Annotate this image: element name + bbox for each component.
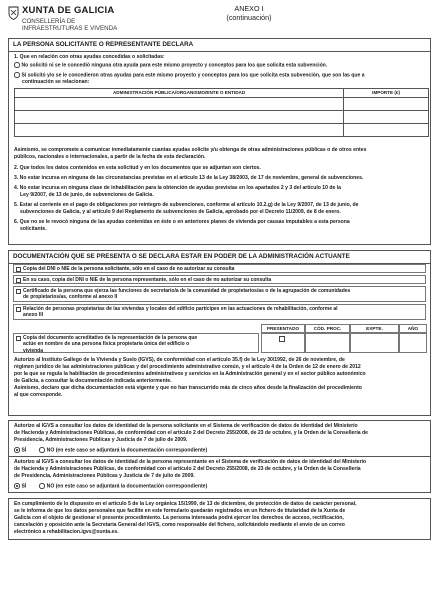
doc-row-representation [13,333,259,353]
declaration-5-line-2: subvenciones de Galicia, y al artículo 9 del Reglamento de subvenciones de Galicia, aprobado por el Decreto 11/2009, de 8 de enero. [20,209,341,215]
doc-owners-list-checkbox[interactable] [16,307,22,313]
representative-consent-line-2: de Hacienda y Administraciones Públicas, de conformidad con el artículo 2 del Decreto 255/2008, de 23 de octubre, y la Orden de la Consellería [14,466,361,472]
declaration-3: 3. No estar incursa en ninguna de las circunstancias previstas en el artículo 13 de la Ley 38/2003, de 17 de noviembre, general de subvenciones. [14,175,364,181]
representative-consent-options [14,483,424,490]
representative-no-radio[interactable] [39,483,45,489]
declaration-6-line-1: 6. Que no se le revocó ninguna de las ayudas contenidas en éste o en anteriores planes de vivienda por causas imputables a esta persona [14,219,350,225]
option-no-aid-label: No solicitó ni se le concedió ninguna otra ayuda para este mismo proyecto y conceptos para los que solicita esta subvención. [21,62,328,69]
xunta-logo-icon [8,6,19,20]
applicant-no-label: NO (en este caso se adjuntará la documentación correspondiente) [46,447,208,454]
header [8,4,431,36]
representative-consent-line-1: Autorizo al IGVS a consultar los datos de identidad de la persona representante en el Sistema de verificación de datos de identidad del Ministerio [14,459,367,465]
option-yes-aid [14,72,424,79]
documentation-section [8,250,431,416]
authorization-line-5: Asimismo, declaro que dicha documentación está vigente y que no han transcurrido más de cinco años desde la finalización del procedimiento [14,385,362,391]
aid-table [14,88,429,137]
aid-table-header-entity: ADMINISTRACIÓN PÚBLICA/ORGANISMO/ENTE O ENTIDAD [15,89,344,98]
doc-representation-label-2: actúe en nombre de una persona física propietaria única del edificio o [23,341,190,348]
annex-subtitle: (continuación) [226,12,272,22]
doc-owners-list-label-2: anexo III [23,312,44,319]
doc-certificate-checkbox[interactable] [16,289,22,295]
representative-consent-line-3: de Presidencia, Administraciones Públicas y Justicia de 7 de julio de 2009. [14,473,195,479]
col-presented: PRESENTADO [261,324,305,333]
data-protection-line-3: Galicia con el objeto de gestionar el presente procedimiento. La persona interesada podrá ejercer los derechos de acceso, rectificación, [14,515,344,521]
aid-entity-cell-2[interactable] [15,111,344,124]
doc-representation-label-1: Copia del documento acreditativo de la representación de la persona que [23,335,198,341]
authorization-line-1: Autorizo al Instituto Gallego de la Vivienda y Suelo (IGVS), de conformidad con el artículo 35.f) de la Ley 30/1992, de 26 de noviembre, de [14,357,345,363]
presented-cell [261,333,305,353]
col-proc-code: CÓD. PROC. [305,324,350,333]
declaration-section-title: LA PERSONA SOLICITANTE O REPRESENTANTE DECLARA [9,39,430,52]
col-file-number: EXPTE. [350,324,399,333]
doc-row-dni-applicant [13,264,426,273]
aid-entity-cell-1[interactable] [15,98,344,111]
applicant-consent-line-2: de Hacienda y Administraciones Públicas, de conformidad con el artículo 2 del Decreto 255/2008, de 23 de octubre, y la Orden de la Consellería de [14,430,368,436]
representative-yes-radio[interactable] [14,483,20,489]
data-protection-section [8,498,431,540]
yes-aid-radio[interactable] [14,72,20,78]
year-cell[interactable] [399,333,427,353]
data-protection-line-1: En cumplimiento de lo dispuesto en el artículo 5 de la Ley orgánica 15/1999, de 13 de diciembre, de protección de datos de carácter personal, [14,501,357,507]
declaration-4-line-2: Ley 9/2007, de 13 de junio, de subvenciones de Galicia. [20,192,154,198]
applicant-yes-radio[interactable] [14,447,20,453]
file-number-cell[interactable] [350,333,399,353]
declaration-5-line-1: 5. Estar al corriente en el pago de obligaciones por reintegro de subvenciones, conforme al artículo 10.2.g) de la Ley 9/2007, de 13 de junio, de [14,202,359,208]
data-protection-line-2: se le informa de que los datos personales que facilite en este formulario quedarán registrados en un fichero de titularidad de la Xunta de [14,508,346,514]
authorization-line-4: de Galicia, a consultar la documentación indicada anteriormente. [14,378,172,384]
documentation-section-title: DOCUMENTACIÓN QUE SE PRESENTA O SE DECLARA ESTAR EN PODER DE LA ADMINISTRACIÓN ACTUANTE [9,251,430,264]
declaration-6-line-2: solicitante. [20,226,47,232]
identity-consent-section [8,420,431,493]
aid-entity-cell-3[interactable] [15,124,344,137]
doc-representation-label-3: vivienda [23,347,44,354]
presented-checkbox[interactable] [279,336,285,342]
data-protection-line-5: electrónico a rehabilitacion.igvs@xunta.es. [14,529,119,535]
declaration-4-line-1: 4. No estar incursa en ninguna clase de inhabilitación para la obtención de ayudas previstas en los apartados 2 y 3 del artículo 10 de la [14,185,341,191]
applicant-no-radio[interactable] [39,447,45,453]
doc-row-dni-representative [13,275,426,284]
department-line-2: INFRAESTRUTURAS E VIVENDA [22,25,118,33]
doc-owners-list-label-1: Relación de personas propietarias de las viviendas y locales del edificio partícipes en las actuaciones de rehabilitación, conforme al [23,306,338,312]
doc-representation-checkbox[interactable] [16,336,22,342]
applicant-consent-line-3: Presidencia, Administraciones Públicas y Justicia de 7 de julio de 2009. [14,437,188,443]
aid-amount-cell-1[interactable] [344,98,429,111]
declaration-section [8,38,431,245]
doc-dni-applicant-label: Copia del DNI o NIE de la persona solicitante, sólo en el caso de no autorizar su consulta [23,266,235,272]
doc-certificate-label-2: de propietarios/as, conforme al anexo II [23,294,118,301]
aid-amount-cell-2[interactable] [344,111,429,124]
consent-divider [9,456,430,457]
commitment-line-1: Asimismo, se compromete a comunicar inmediatamente cuantas ayudas solicite y/u obtenga de otras administraciones públicas o de otros entes [14,147,367,153]
col-year: AÑO [399,324,427,333]
doc-dni-representative-label: En su caso, copia del DNI o NIE de la persona representante, sólo en el caso de no autorizar su consulta [23,277,272,283]
annex-title: ANEXO I [234,4,264,13]
aid-table-header-amount: IMPORTE (€) [344,89,429,98]
representative-yes-label: SÍ [21,483,27,490]
doc-dni-representative-checkbox[interactable] [16,278,22,284]
declaration-2: 2. Que todos los datos contenidos en esta solicitud y en los documentos que se adjuntan son ciertos. [14,165,261,171]
authorization-line-3: por la que se regula la habilitación de procedimientos administrativos y servicios en la Administración general y en el sector público autonómico [14,371,366,377]
doc-row-owners-list [13,304,426,320]
no-aid-radio[interactable] [14,62,20,68]
brand-title: XUNTA DE GALICIA [22,5,115,16]
authorization-line-6: al que corresponde. [14,392,63,398]
authorization-line-2: régimen jurídico de las administraciones públicas y del procedimiento administrativo común, y el artículo 4 de la Orden de 12 de enero de 2012 [14,364,361,370]
applicant-consent-options [14,447,424,454]
option-no-aid [14,62,424,69]
doc-dni-applicant-checkbox[interactable] [16,267,22,273]
department-line-1: CONSELLERÍA DE [22,18,76,25]
applicant-yes-label: SÍ [21,447,27,454]
aid-amount-cell-3[interactable] [344,124,429,137]
proc-code-cell[interactable] [305,333,350,353]
data-protection-line-4: cancelación y oposición ante la Secretaría General del IGVS, como responsable del fichero, solicitándolo mediante el envío de un correo [14,522,345,528]
doc-certificate-label-1: Certificado de la persona que ejerza las funciones de secretario/a de la comunidad de propietarios/as o de la agrupación de comunidades [23,288,351,294]
department-name [22,18,117,32]
applicant-consent-line-1: Autorizo al IGVS a consultar los datos de identidad de la persona solicitante en el Sistema de verificación de datos de identidad del Ministerio [14,423,358,429]
question-1: 1. Que en relación con otras ayudas concedidas o solicitadas: [14,54,165,60]
annex-heading [204,5,294,22]
commitment-line-2: públicos, nacionales o internacionales, a partir de la fecha de esta declaración. [14,154,206,160]
option-yes-aid-label-1: Sí solicitó y/o se le concedieron otras ayudas para este mismo proyecto y conceptos para los que solicita esta subvención, que son las que a [21,72,365,79]
doc-row-secretary-certificate [13,286,426,302]
option-yes-aid-label-2: continuación se relacionan: [22,79,90,85]
representative-no-label: NO (en este caso se adjuntará la documentación correspondiente) [46,483,208,490]
